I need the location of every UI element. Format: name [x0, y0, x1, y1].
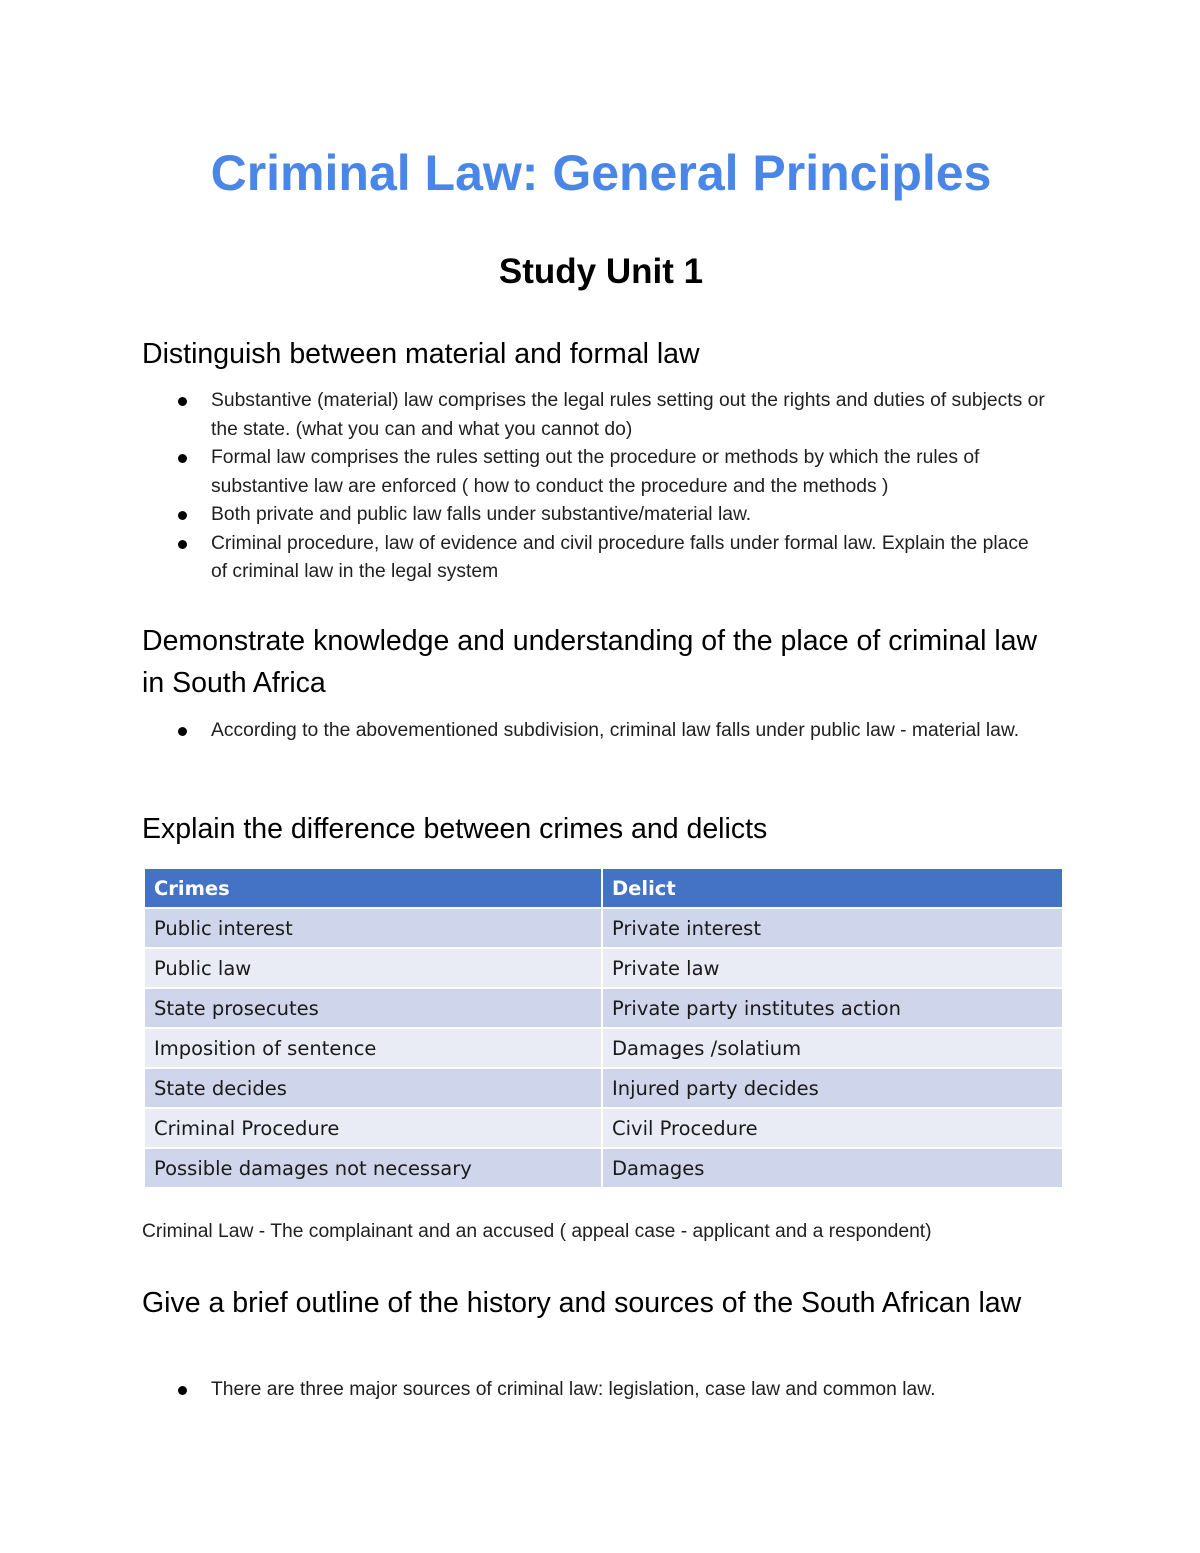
table-row	[145, 989, 1062, 1029]
table-cell: Civil Procedure	[601, 1109, 1062, 1149]
section-heading-history-sources: Give a brief outline of the history and sources of the South African law	[142, 1287, 1022, 1319]
table-header-row	[145, 869, 1062, 909]
table-cell: Private interest	[601, 909, 1062, 949]
table-row	[145, 1109, 1062, 1149]
section-heading-crimes-delicts: Explain the difference between crimes and delicts	[142, 813, 768, 845]
table-cell: Private law	[601, 949, 1062, 989]
table-row	[145, 909, 1062, 949]
table-cell: Damages	[601, 1149, 1062, 1189]
bullet-icon	[178, 727, 187, 736]
table-cell: Damages /solatium	[601, 1029, 1062, 1069]
column-header-crimes: Crimes	[145, 869, 601, 909]
list-item-text: Substantive (material) law comprises the legal rules setting out the rights and duties of subjects or the state. (what you can and what you cannot do)	[211, 390, 1045, 440]
bullet-list-place-of-criminal-law	[142, 717, 1060, 746]
table-row	[145, 1069, 1062, 1109]
criminal-law-note: Criminal Law - The complainant and an accused ( appeal case - applicant and a respondent)	[142, 1221, 932, 1242]
table-row	[145, 1149, 1062, 1189]
bullet-icon	[178, 454, 187, 463]
table-cell: Imposition of sentence	[145, 1029, 601, 1069]
table-cell: Public law	[145, 949, 601, 989]
table-cell: State prosecutes	[145, 989, 601, 1029]
list-item	[142, 1376, 1060, 1405]
table-cell: State decides	[145, 1069, 601, 1109]
bullet-list-material-formal	[142, 387, 1060, 587]
table-cell: Possible damages not necessary	[145, 1149, 601, 1189]
bullet-icon	[178, 397, 187, 406]
list-item-text: According to the abovementioned subdivision, criminal law falls under public law - material law.	[211, 720, 1020, 741]
bullet-list-history-sources	[142, 1376, 1060, 1405]
table-row	[145, 1029, 1062, 1069]
crimes-delict-table	[145, 869, 1062, 1189]
table-cell: Private party institutes action	[601, 989, 1062, 1029]
list-item	[142, 387, 1060, 444]
list-item-text: Criminal procedure, law of evidence and civil procedure falls under formal law. Explain the place of criminal law in the legal system	[211, 532, 1029, 582]
list-item	[142, 444, 1060, 501]
bullet-icon	[178, 540, 187, 549]
column-header-delict: Delict	[601, 869, 1062, 909]
table-row	[145, 949, 1062, 989]
section-heading-place-of-criminal-law: Demonstrate knowledge and understanding of the place of criminal law in South Africa	[142, 625, 1038, 699]
list-item-text: Both private and public law falls under substantive/material law.	[211, 504, 752, 525]
list-item	[142, 501, 1060, 530]
table-cell: Public interest	[145, 909, 601, 949]
bullet-icon	[178, 1386, 187, 1395]
list-item-text: There are three major sources of criminal law: legislation, case law and common law.	[211, 1379, 936, 1400]
list-item	[142, 717, 1060, 746]
table-cell: Injured party decides	[601, 1069, 1062, 1109]
list-item-text: Formal law comprises the rules setting out the procedure or methods by which the rules of substantive law are enforced ( how to conduct the procedure and the methods )	[211, 447, 980, 497]
list-item	[142, 530, 1060, 587]
document-title: Criminal Law: General Principles	[210, 145, 992, 201]
section-heading-material-formal: Distinguish between material and formal law	[142, 338, 700, 370]
bullet-icon	[178, 511, 187, 520]
study-unit-heading: Study Unit 1	[498, 252, 704, 291]
table-cell: Criminal Procedure	[145, 1109, 601, 1149]
